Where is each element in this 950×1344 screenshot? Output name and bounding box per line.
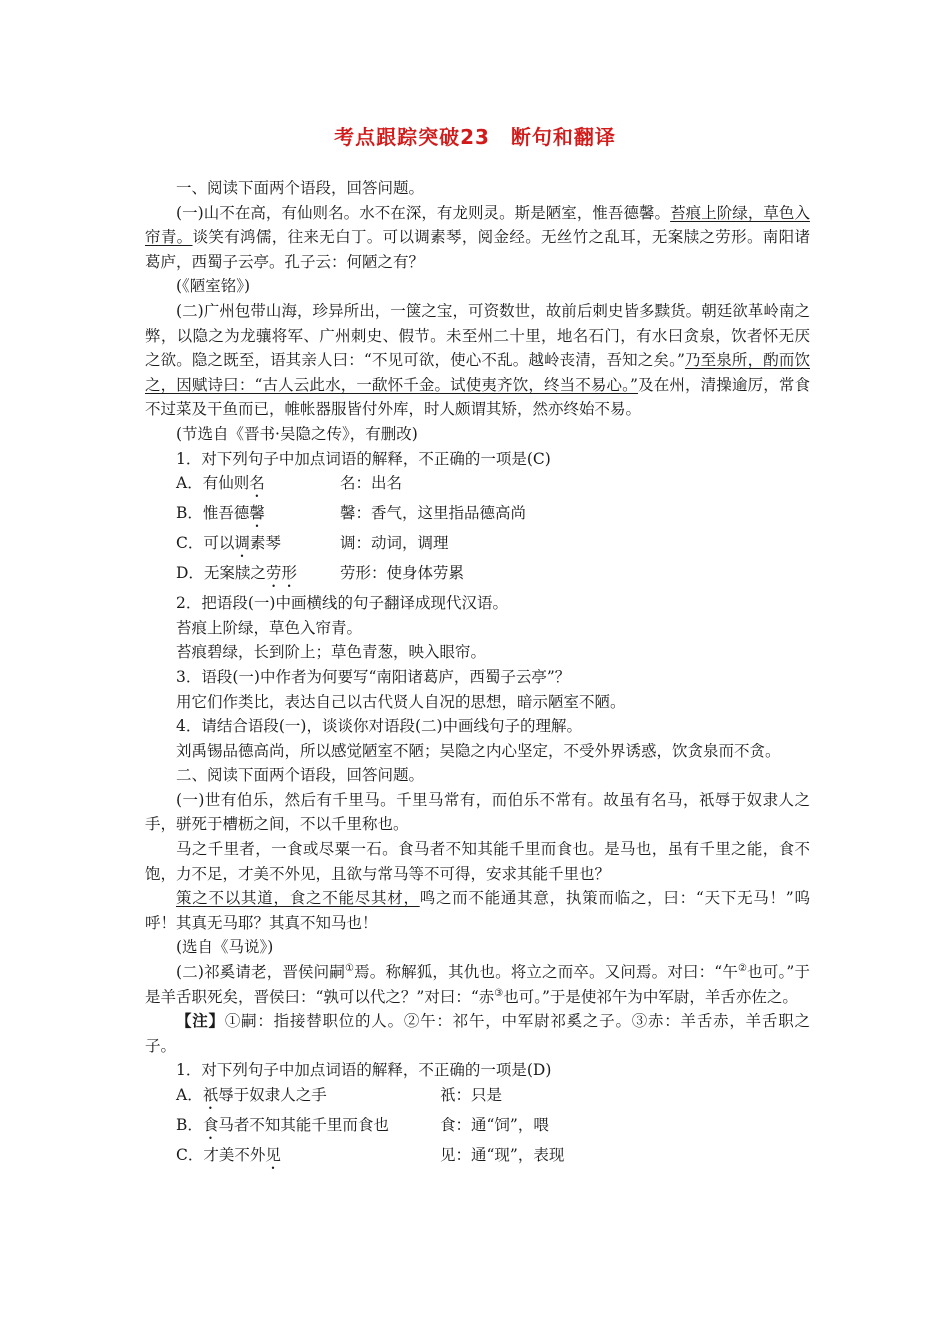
passage1: (一)山不在高，有仙则名。水不在深，有龙则灵。斯是陋室，惟吾德馨。苔痕上阶绿，草色入帘青。谈笑有鸿儒，往来无白丁。可以调素琴，阅金经。无丝竹之乱耳，无案牍之劳形。南阳诸葛庐，西蜀子云亭。孔子云：何陋之有？ — [145, 203, 810, 271]
section2-question-1: 1．对下列句子中加点词语的解释，不正确的一项是(D) — [176, 1061, 552, 1080]
footnote-ref: ③ — [494, 987, 504, 999]
section1-heading: 一、阅读下面两个语段，回答问题。 — [176, 179, 425, 197]
question-3-answer: 用它们作类比，表达自己以古代贤人自况的思想，暗示陋室不陋。 — [176, 692, 626, 711]
option-a: A．祇辱于奴隶人之手 祇：只是 — [176, 1086, 503, 1104]
option-c: C．才美不外见 见：通“现”，表现 — [176, 1146, 565, 1164]
option-b: B．食马者不知其能千里而食也 食：通“饲”，喂 — [176, 1116, 549, 1134]
option-c: C．可以调素琴 调：动词，调理 — [176, 534, 449, 553]
question-4: 4．请结合语段(一)，谈谈你对语段(二)中画线句子的理解。 — [176, 717, 583, 736]
question-2: 2．把语段(一)中画横线的句子翻译成现代汉语。 — [176, 594, 508, 613]
page-title: 考点跟踪突破23 断句和翻译 — [334, 125, 616, 149]
option-d: D．无案牍之劳形 劳形：使身体劳累 — [176, 564, 465, 583]
question-1: 1．对下列句子中加点词语的解释，不正确的一项是(C) — [176, 449, 551, 468]
question-2-line: 苔痕上阶绿，草色入帘青。 — [176, 618, 363, 637]
passage3-para1: (一)世有伯乐，然后有千里马。千里马常有，而伯乐不常有。故虽有名马，祇辱于奴隶人之手，骈死于槽枥之间，不以千里称也。 — [145, 790, 810, 834]
footnote: 【注】①嗣：指接替职位的人。②午：祁午，中军尉祁奚之子。③赤：羊舌赤，羊舌职之子。 — [145, 1011, 810, 1055]
footnote-ref: ① — [345, 962, 355, 974]
underlined-sentence: 乃至泉所，酌而饮之，因赋诗曰：“古人云此水，一歃怀千金。试使夷齐饮，终当不易心。” — [145, 351, 810, 394]
underlined-sentence: 策之不以其道，食之不能尽其材， — [176, 889, 420, 908]
section2-heading: 二、阅读下面两个语段，回答问题。 — [176, 766, 425, 785]
passage2-source: (节选自《晋书·吴隐之传》，有删改) — [176, 424, 418, 443]
question-4-answer: 刘禹锡品德高尚，所以感觉陋室不陋；吴隐之内心坚定，不受外界诱惑，饮贪泉而不贪。 — [176, 741, 781, 760]
option-b: B．惟吾德馨 馨：香气，这里指品德高尚 — [176, 504, 527, 523]
passage4: (二)祁奚请老，晋侯问嗣①焉。称解狐，其仇也。将立之而卒。又问焉。对曰：“午②也可。”于是羊舌职死矣，晋侯曰：“孰可以代之？”对曰：“赤③也可。”于是使祁午为中军尉，羊舌亦佐之。 — [145, 962, 810, 1006]
footnote-ref: ② — [738, 962, 748, 974]
question-3: 3．语段(一)中作者为何要写“南阳诸葛庐，西蜀子云亭”？ — [176, 667, 571, 686]
passage3-para3: 策之不以其道，食之不能尽其材，鸣之而不能通其意，执策而临之，曰：“天下无马！”呜呼！其真无马耶？其真不知马也！ — [145, 889, 810, 932]
document-body — [145, 176, 810, 1173]
passage1-source: (《陋室铭》) — [176, 277, 251, 296]
passage2: (二)广州包带山海，珍异所出，一箧之宝，可资数世，故前后刺史皆多黩货。朝廷欲革岭南之弊，以隐之为龙骧将军、广州刺史、假节。未至州二十里，地名石门，有水曰贪泉，饮者怀无厌之欲。隐之既至，语其亲人曰：“不见可欲，使心不乱。越岭丧清，吾知之矣。”乃至泉所，酌而饮之，因赋诗曰：“古人云此水，一歃怀千金。试使夷齐饮，终当不易心。”及在州，清操逾厉，常食不过菜及干鱼而已，帷帐器服皆付外库，时人颇谓其矫，然亦终始不易。 — [145, 301, 810, 419]
passage3-source: (选自《马说》) — [176, 938, 274, 957]
question-2-answer: 苔痕碧绿，长到阶上；草色青葱，映入眼帘。 — [176, 643, 487, 662]
option-a: A．有仙则名 名：出名 — [176, 474, 403, 493]
passage3-para2: 马之千里者，一食或尽粟一石。食马者不知其能千里而食也。是马也，虽有千里之能，食不饱，力不足，才美不外见，且欲与常马等不可得，安求其能千里也？ — [145, 840, 810, 883]
underlined-sentence: 苔痕上阶绿，草色入帘青。 — [145, 203, 810, 247]
